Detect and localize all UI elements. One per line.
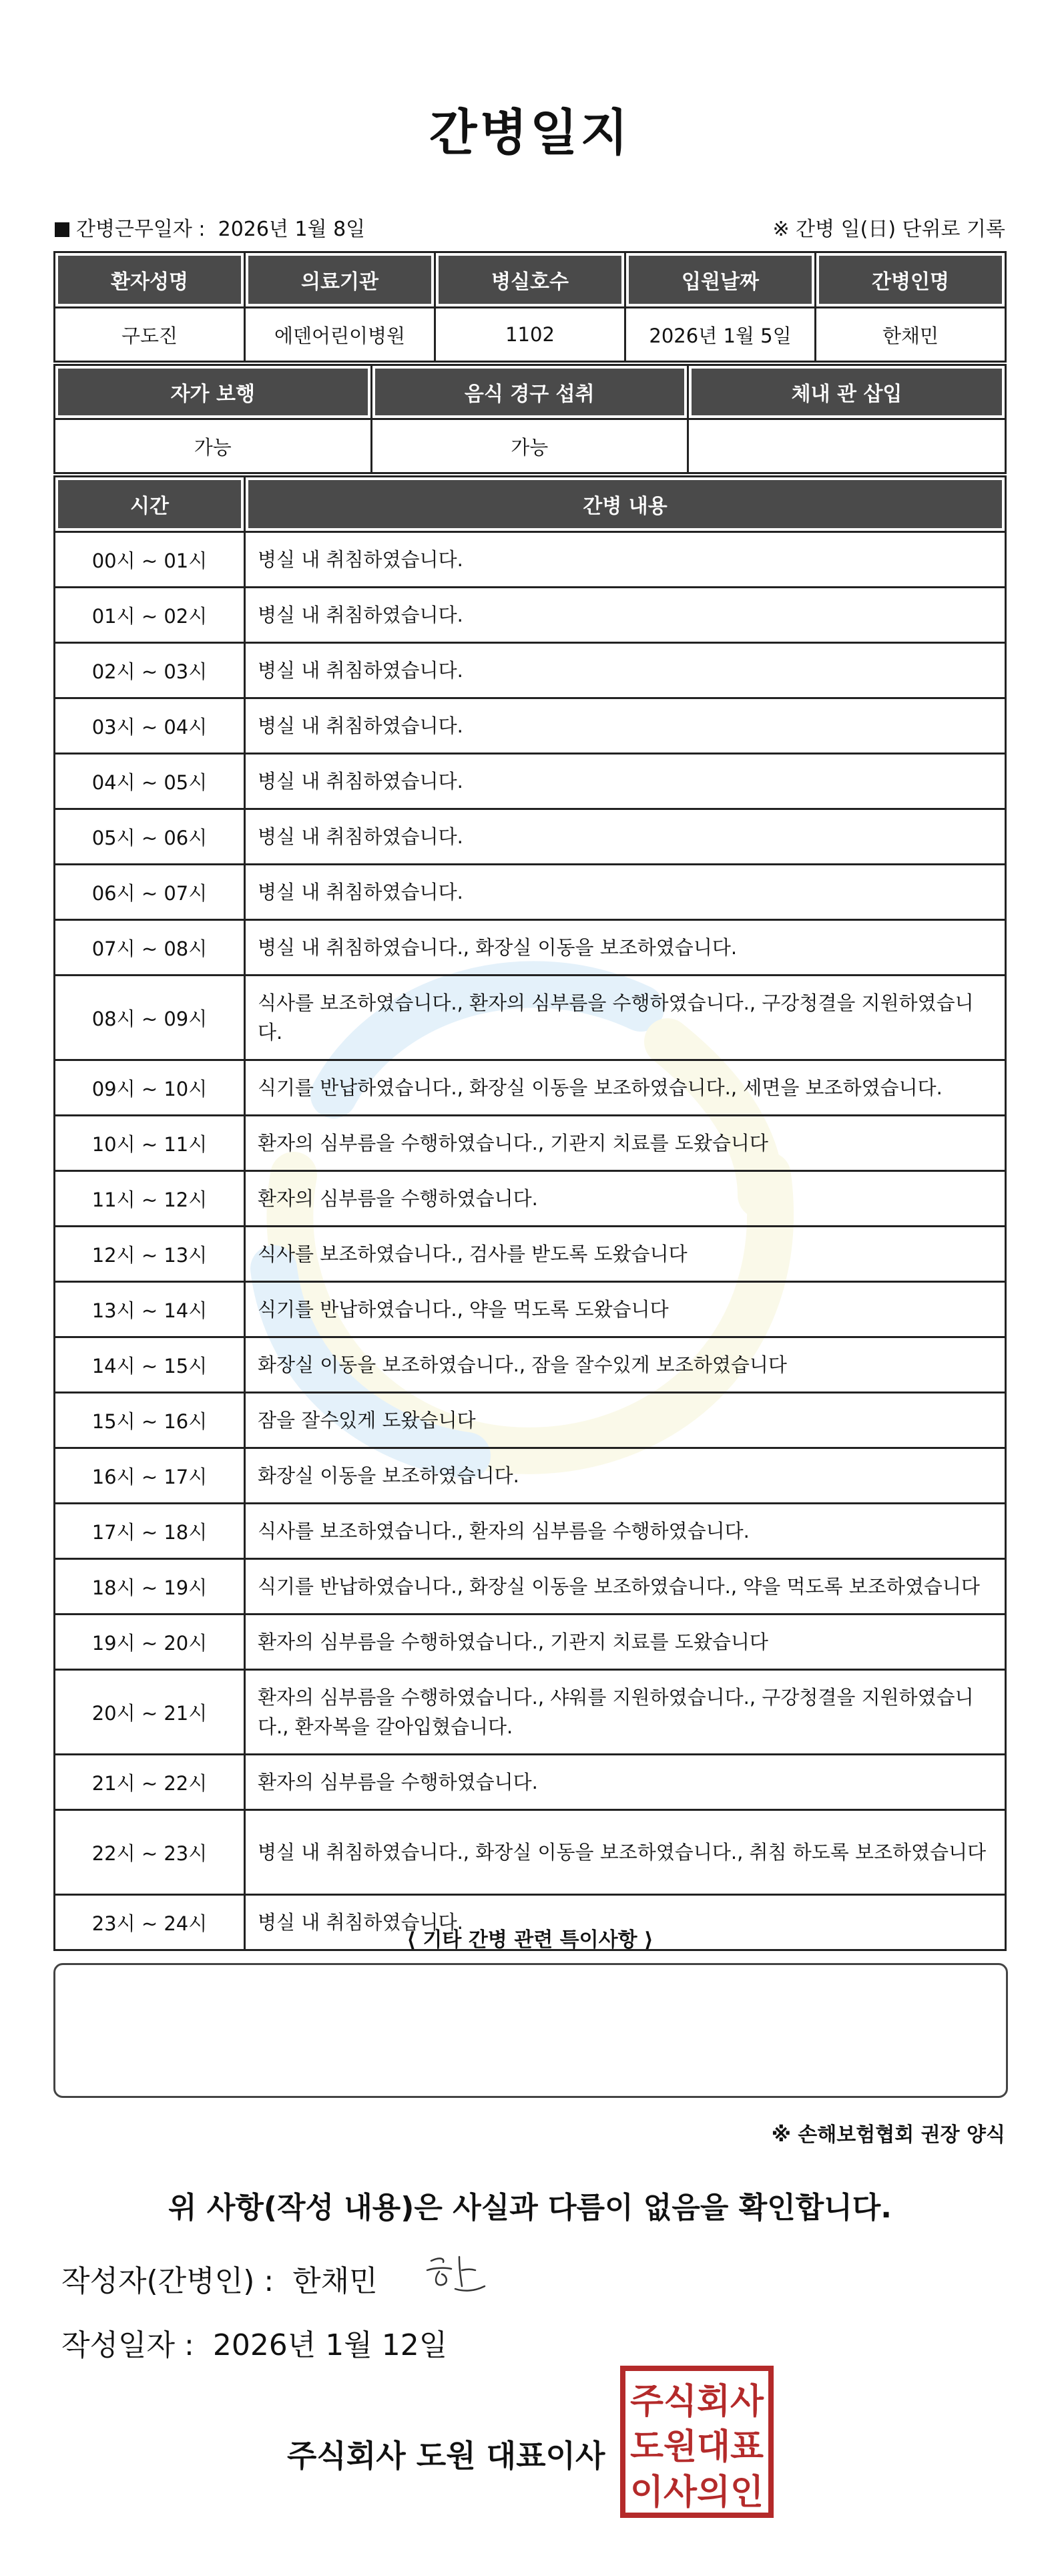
written-date-line <box>61 2321 447 2364</box>
svg-text:이사의인: 이사의인 <box>630 2473 764 2513</box>
care-log-content: 환자의 심부름을 수행하였습니다., 샤워를 지원하였습니다., 구강청결을 지원하였습니다., 환자복을 갈아입혔습니다. <box>245 1670 1006 1755</box>
room-number: 1102 <box>435 308 625 362</box>
care-log-content: 병실 내 취침하였습니다. <box>245 1895 1006 1950</box>
care-log-row <box>55 976 1006 1060</box>
care-log-time: 17시 ~ 18시 <box>55 1504 245 1559</box>
unit-note: ※ 간병 일(日) 단위로 기록 <box>772 218 1005 241</box>
care-log-time: 00시 ~ 01시 <box>55 532 245 588</box>
hospital-name: 에덴어린이병원 <box>245 308 435 362</box>
patient-name: 구도진 <box>55 308 245 362</box>
care-log-content: 식기를 반납하였습니다., 화장실 이동을 보조하였습니다., 세면을 보조하였습니다. <box>245 1060 1006 1116</box>
care-log-time: 20시 ~ 21시 <box>55 1670 245 1755</box>
tube-insertion-value <box>688 419 1006 473</box>
care-log-row <box>55 588 1006 643</box>
care-log-content: 병실 내 취침하였습니다. <box>245 643 1006 698</box>
care-log-row <box>55 1755 1006 1810</box>
care-log-content: 화장실 이동을 보조하였습니다. <box>245 1448 1006 1504</box>
care-log-table <box>53 475 1007 1951</box>
care-log-content: 환자의 심부름을 수행하였습니다. <box>245 1755 1006 1810</box>
work-date-value: 2026년 1월 8일 <box>218 218 366 241</box>
care-log-time: 22시 ~ 23시 <box>55 1810 245 1895</box>
care-log-time: 13시 ~ 14시 <box>55 1282 245 1337</box>
care-log-row <box>55 1615 1006 1670</box>
meta-row <box>55 212 1005 242</box>
written-date-label: 작성일자 : <box>61 2328 194 2362</box>
work-date: 간병근무일자 : 2026년 1월 8일 <box>55 212 365 242</box>
care-log-content: 식기를 반납하였습니다., 화장실 이동을 보조하였습니다., 약을 먹도록 보조하였습니다 <box>245 1559 1006 1615</box>
care-log-time: 06시 ~ 07시 <box>55 865 245 920</box>
header-patient-name: 환자성명 <box>55 252 245 308</box>
care-log-row <box>55 1171 1006 1227</box>
care-log-row <box>55 920 1006 976</box>
care-log-time: 19시 ~ 20시 <box>55 1615 245 1670</box>
care-log-time: 05시 ~ 06시 <box>55 809 245 865</box>
care-log-time: 02시 ~ 03시 <box>55 643 245 698</box>
header-self-walking: 자가 보행 <box>55 365 372 419</box>
care-log-content: 식사를 보조하였습니다., 환자의 심부름을 수행하였습니다. <box>245 1504 1006 1559</box>
care-log-row <box>55 1810 1006 1895</box>
svg-text:주식회사: 주식회사 <box>630 2382 764 2422</box>
care-log-content: 병실 내 취침하였습니다. <box>245 809 1006 865</box>
care-log-time: 10시 ~ 11시 <box>55 1116 245 1171</box>
care-log-time: 08시 ~ 09시 <box>55 976 245 1060</box>
notes-box <box>53 1963 1008 2098</box>
header-oral-intake: 음식 경구 섭취 <box>371 365 688 419</box>
written-date-value: 2026년 1월 12일 <box>212 2328 448 2362</box>
care-log-content: 병실 내 취침하였습니다. <box>245 532 1006 588</box>
care-log-row <box>55 1337 1006 1393</box>
header-tube-insertion: 체내 관 삽입 <box>688 365 1006 419</box>
care-log-row <box>55 809 1006 865</box>
care-log-content: 식기를 반납하였습니다., 약을 먹도록 도왔습니다 <box>245 1282 1006 1337</box>
care-log-row <box>55 754 1006 809</box>
status-value-row <box>55 419 1006 473</box>
care-log-time: 14시 ~ 15시 <box>55 1337 245 1393</box>
care-log-time: 07시 ~ 08시 <box>55 920 245 976</box>
care-log-time: 04시 ~ 05시 <box>55 754 245 809</box>
header-time: 시간 <box>55 477 245 532</box>
care-log-row <box>55 643 1006 698</box>
care-log-row <box>55 1227 1006 1282</box>
care-log-content: 병실 내 취침하였습니다. <box>245 865 1006 920</box>
care-log-row <box>55 1282 1006 1337</box>
care-log-row <box>55 1116 1006 1171</box>
writer-label: 작성자(간병인) : <box>61 2264 274 2298</box>
status-header-row <box>55 365 1006 419</box>
care-log-row <box>55 1559 1006 1615</box>
company-seal-icon <box>619 2365 774 2519</box>
care-log-content: 환자의 심부름을 수행하였습니다. <box>245 1171 1006 1227</box>
care-log-row <box>55 1504 1006 1559</box>
confirmation-statement: 위 사항(작성 내용)은 사실과 다름이 없음을 확인합니다. <box>168 2191 892 2225</box>
company-representative: 주식회사 도원 대표이사 <box>287 2438 605 2474</box>
self-walking-value: 가능 <box>55 419 372 473</box>
care-log-time: 15시 ~ 16시 <box>55 1393 245 1448</box>
header-room: 병실호수 <box>435 252 625 308</box>
care-log-row <box>55 1393 1006 1448</box>
square-bullet-icon <box>55 222 69 237</box>
care-log-header-row <box>55 477 1006 532</box>
care-log-content: 병실 내 취침하였습니다., 화장실 이동을 보조하였습니다., 취침 하도록 보조하였습니다 <box>245 1810 1006 1895</box>
care-log-time: 12시 ~ 13시 <box>55 1227 245 1282</box>
notes-title: ⟨ 기타 간병 관련 특이사항 ⟩ <box>407 1928 653 1952</box>
oral-intake-value: 가능 <box>371 419 688 473</box>
care-log-content: 환자의 심부름을 수행하였습니다., 기관지 치료를 도왔습니다 <box>245 1116 1006 1171</box>
care-log-content: 식사를 보조하였습니다., 검사를 받도록 도왔습니다 <box>245 1227 1006 1282</box>
writer-name: 한채민 <box>292 2264 378 2298</box>
writer-line <box>61 2257 378 2300</box>
patient-info-table <box>53 251 1007 363</box>
patient-info-value-row <box>55 308 1006 362</box>
work-date-label: 간병근무일자 <box>76 218 192 241</box>
care-log-time: 11시 ~ 12시 <box>55 1171 245 1227</box>
care-log-row <box>55 1670 1006 1755</box>
care-log-content: 병실 내 취침하였습니다., 화장실 이동을 보조하였습니다. <box>245 920 1006 976</box>
care-log-body <box>55 532 1006 1950</box>
care-log-row <box>55 1060 1006 1116</box>
care-log-row <box>55 698 1006 754</box>
document-title: 간병일지 <box>429 104 631 162</box>
care-log-row <box>55 1448 1006 1504</box>
care-log-time: 21시 ~ 22시 <box>55 1755 245 1810</box>
header-caregiver: 간병인명 <box>816 252 1006 308</box>
recommended-form-note: ※ 손해보험협회 권장 양식 <box>771 2123 1005 2147</box>
care-log-time: 16시 ~ 17시 <box>55 1448 245 1504</box>
care-log-time: 09시 ~ 10시 <box>55 1060 245 1116</box>
care-log-row <box>55 865 1006 920</box>
care-log-time: 03시 ~ 04시 <box>55 698 245 754</box>
care-log-content: 식사를 보조하였습니다., 환자의 심부름을 수행하였습니다., 구강청결을 지원하였습니다. <box>245 976 1006 1060</box>
care-log-row <box>55 532 1006 588</box>
header-care-content: 간병 내용 <box>245 477 1006 532</box>
admission-date: 2026년 1월 5일 <box>625 308 816 362</box>
svg-text:도원대표: 도원대표 <box>630 2427 764 2467</box>
care-log-content: 병실 내 취침하였습니다. <box>245 754 1006 809</box>
care-log-content: 화장실 이동을 보조하였습니다., 잠을 잘수있게 보조하였습니다 <box>245 1337 1006 1393</box>
care-log-content: 잠을 잘수있게 도왔습니다 <box>245 1393 1006 1448</box>
care-log-time: 18시 ~ 19시 <box>55 1559 245 1615</box>
patient-status-table <box>53 364 1007 474</box>
care-log-time: 23시 ~ 24시 <box>55 1895 245 1950</box>
care-log-content: 병실 내 취침하였습니다. <box>245 698 1006 754</box>
patient-info-header-row <box>55 252 1006 308</box>
care-log-time: 01시 ~ 02시 <box>55 588 245 643</box>
handwritten-signature-icon <box>419 2247 493 2301</box>
care-log-content: 환자의 심부름을 수행하였습니다., 기관지 치료를 도왔습니다 <box>245 1615 1006 1670</box>
header-hospital: 의료기관 <box>245 252 435 308</box>
caregiver-name: 한채민 <box>816 308 1006 362</box>
care-log-content: 병실 내 취침하였습니다. <box>245 588 1006 643</box>
header-admission-date: 입원날짜 <box>625 252 816 308</box>
